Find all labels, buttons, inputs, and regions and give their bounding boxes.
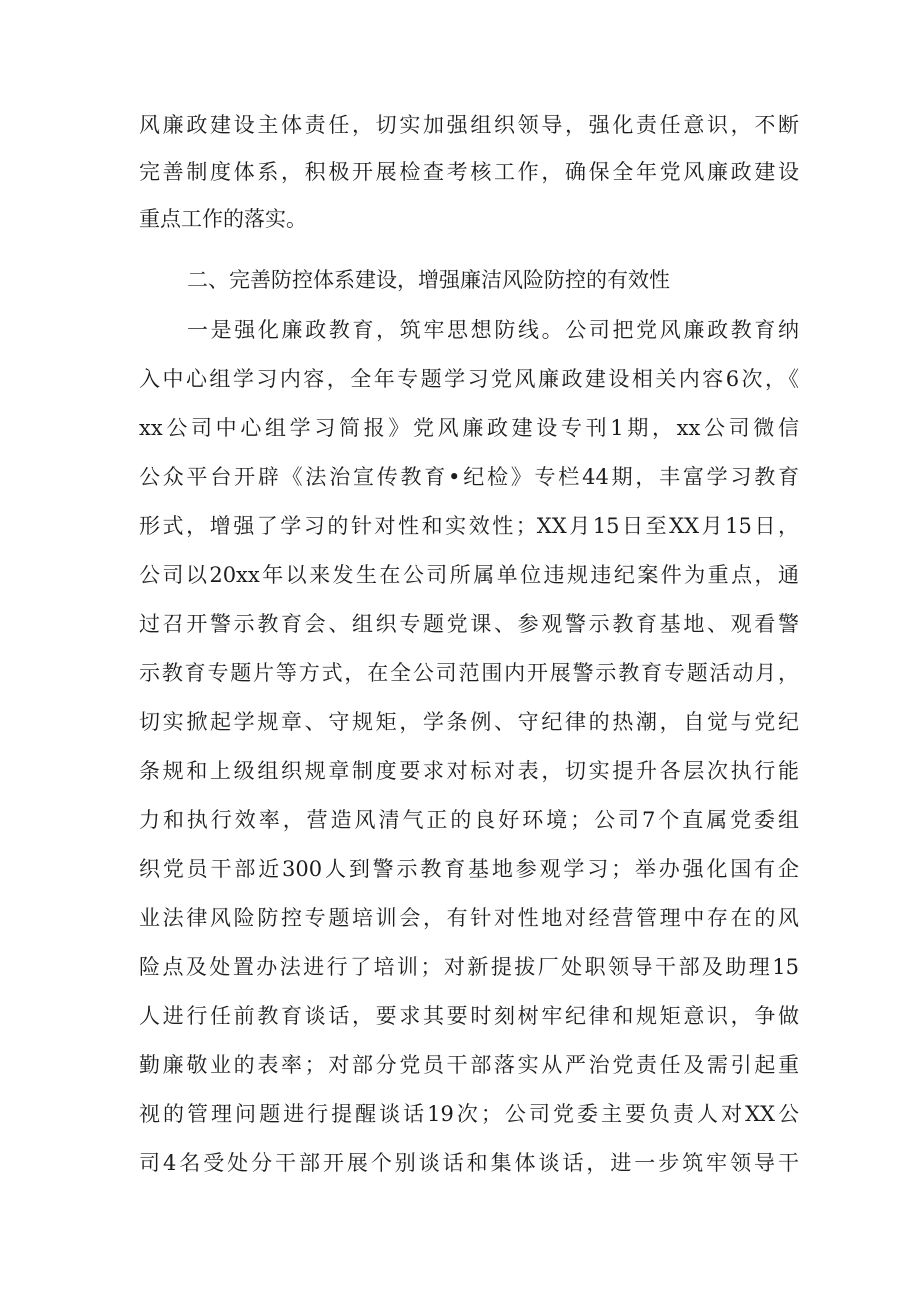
text-line-13: 切实掀起学规章、守规矩，学条例、守纪律的热潮，自觉与党纪 [139,710,799,734]
text-line-2: 完善制度体系，积极开展检查考核工作，确保全年党风廉政建设 [139,160,799,184]
text-line-12: 示教育专题片等方式，在全公司范围内开展警示教育专题活动月， [139,661,799,685]
text-line-10: 公司以20xx年以来发生在公司所属单位违规违纪案件为重点，通 [139,563,799,587]
text-line-18: 险点及处置办法进行了培训；对新提拔厂处职领导干部及助理15 [139,955,799,979]
text-line-16: 织党员干部近300人到警示教育基地参观学习；举办强化国有企 [139,857,799,881]
text-line-22: 司4名受处分干部开展个别谈话和集体谈话，进一步筑牢领导干 [139,1151,799,1175]
text-line-7: xx公司中心组学习简报》党风廉政建设专刊1期，xx公司微信 [139,416,799,440]
section-heading: 二、完善防控体系建设，增强廉洁风险防控的有效性 [187,268,670,292]
text-line-1: 风廉政建设主体责任，切实加强组织领导，强化责任意识，不断 [139,113,799,137]
text-line-3: 重点工作的落实。 [139,207,307,231]
text-line-8: 公众平台开辟《法治宣传教育•纪检》专栏44期，丰富学习教育 [139,465,799,489]
text-line-5: 一是强化廉政教育，筑牢思想防线。公司把党风廉政教育纳 [187,318,799,342]
text-line-20: 勤廉敬业的表率；对部分党员干部落实从严治党责任及需引起重 [139,1053,799,1077]
text-line-15: 力和执行效率，营造风清气正的良好环境；公司7个直属党委组 [139,808,799,832]
text-line-21: 视的管理问题进行提醒谈话19次；公司党委主要负责人对XX公 [139,1102,799,1126]
text-line-19: 人进行任前教育谈话，要求其要时刻树牢纪律和规矩意识，争做 [139,1004,799,1028]
text-line-6: 入中心组学习内容，全年专题学习党风廉政建设相关内容6次，《 [139,367,799,391]
text-line-17: 业法律风险防控专题培训会，有针对性地对经营管理中存在的风 [139,906,799,930]
text-line-14: 条规和上级组织规章制度要求对标对表，切实提升各层次执行能 [139,759,799,783]
text-line-9: 形式，增强了学习的针对性和实效性；XX月15日至XX月15日， [139,514,799,538]
text-line-11: 过召开警示教育会、组织专题党课、参观警示教育基地、观看警 [139,612,799,636]
